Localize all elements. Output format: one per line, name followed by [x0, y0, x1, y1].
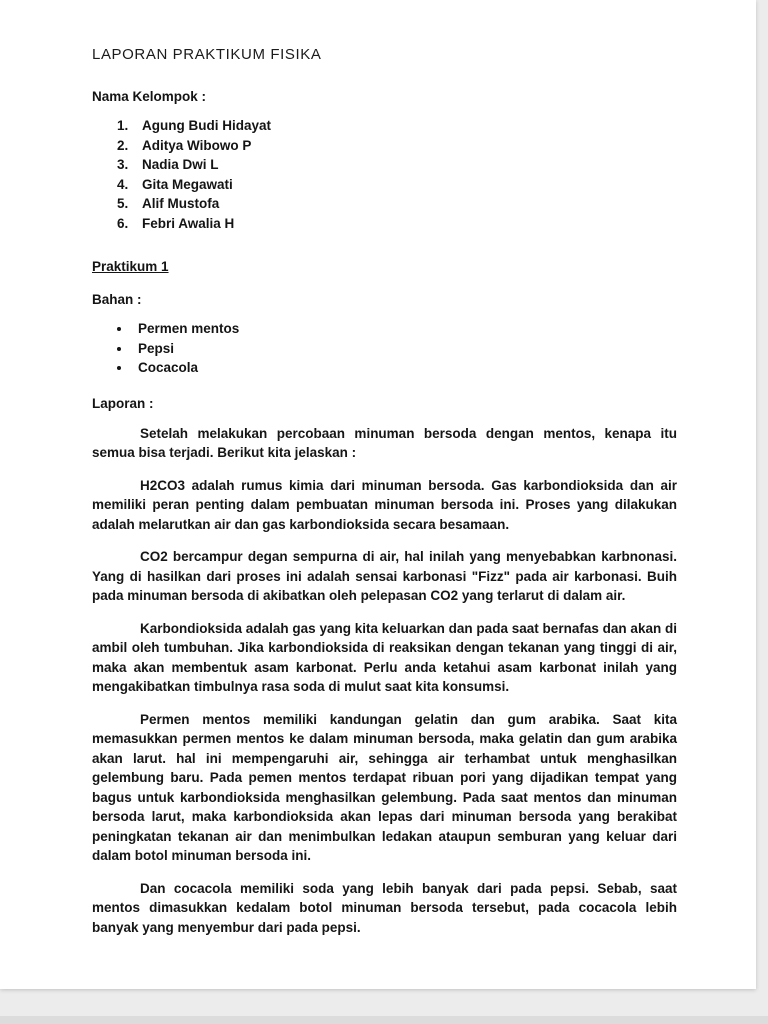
member-item: 4. Gita Megawati	[132, 175, 677, 195]
report-paragraph: Setelah melakukan percobaan minuman bersoda dengan mentos, kenapa itu semua bisa terjadi. Berikut kita jelaskan :	[92, 425, 677, 460]
report-body	[92, 424, 677, 938]
bahan-item: • Cocacola	[132, 358, 677, 378]
member-item: 6. Febri Awalia H	[132, 214, 677, 234]
report-paragraph: H2CO3 adalah rumus kimia dari minuman bersoda. Gas karbondioksida dan air memiliki peran penting dalam pembuatan minuman bersoda ini. Proses yang dilakukan adalah melarutkan air dan gas karbondioksida secara besamaan.	[92, 477, 677, 532]
member-item: 1. Agung Budi Hidayat	[132, 116, 677, 136]
report-paragraph: Dan cocacola memiliki soda yang lebih banyak dari pada pepsi. Sebab, saat mentos dimasukkan kedalam botol minuman bersoda tersebut, pada cocacola lebih banyak yang menyembur dari pada pepsi.	[92, 880, 677, 935]
document-title: LAPORAN PRAKTIKUM FISIKA	[92, 46, 322, 63]
report-paragraph: Permen mentos memiliki kandungan gelatin dan gum arabika. Saat kita memasukkan permen mentos ke dalam minuman bersoda, maka gelatin dan gum arabika akan larut. hal ini mempengaruhi air, sehingga air terhambat untuk menghasilkan gelembung baru. Pada pemen mentos terdapat ribuan pori yang dijadikan tempat yang bagus untuk karbondioksida menghasilkan gelembung. Pada saat mentos dan minuman bersoda larut, maka karbondioksida akan lepas dari minuman bersoda yang berakibat peningkatan tekanan air dan menimbulkan ledakan ataupun semburan yang keluar dari dalam botol minuman bersoda ini.	[92, 711, 677, 863]
member-list	[132, 116, 677, 233]
group-heading: Nama Kelompok :	[92, 89, 207, 104]
praktikum-heading: Praktikum 1	[92, 259, 169, 274]
report-paragraph: CO2 bercampur degan sempurna di air, hal inilah yang menyebabkan karbnonasi. Yang di hasilkan dari proses ini adalah sensai karbonasi "Fizz" pada air karbonasi. Buih pada minuman bersoda di akibatkan oleh pelepasan CO2 yang terlarut di dalam air.	[92, 549, 677, 603]
laporan-heading: Laporan :	[92, 395, 154, 411]
report-paragraph: Karbondioksida adalah gas yang kita keluarkan dan pada saat bernafas dan akan di ambil oleh tumbuhan. Jika karbondioksida di reaksikan dengan tekanan yang tinggi di air, maka akan membentuk asam karbonat. Perlu anda ketahui asam karbonat inilah yang mengakibatkan timbulnya rasa soda di mulut saat kita konsumsi.	[92, 620, 677, 694]
bahan-item: • Pepsi	[132, 339, 677, 359]
member-item: 5. Alif Mustofa	[132, 194, 677, 214]
viewer-background-strip	[0, 1016, 768, 1024]
bahan-heading: Bahan :	[92, 292, 142, 307]
bahan-item: • Permen mentos	[132, 319, 677, 339]
bahan-list	[132, 319, 677, 378]
member-item: 3. Nadia Dwi L	[132, 155, 677, 175]
member-item: 2. Aditya Wibowo P	[132, 136, 677, 156]
